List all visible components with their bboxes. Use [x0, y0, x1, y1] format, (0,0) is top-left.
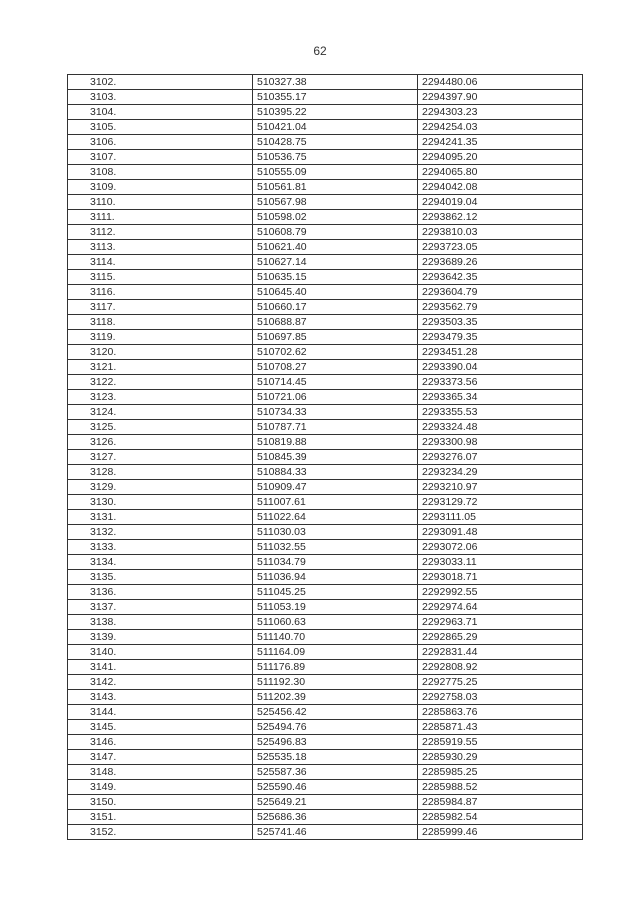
point-number-cell: 3142. — [68, 675, 253, 690]
table-row — [68, 375, 583, 390]
y-coordinate-cell: 2294397.90 — [418, 90, 583, 105]
x-coordinate-cell: 511140.70 — [253, 630, 418, 645]
y-coordinate-cell: 2294095.20 — [418, 150, 583, 165]
x-coordinate-cell: 510621.40 — [253, 240, 418, 255]
point-number-cell: 3112. — [68, 225, 253, 240]
y-coordinate-cell: 2285863.76 — [418, 705, 583, 720]
x-coordinate-cell: 510697.85 — [253, 330, 418, 345]
x-coordinate-cell: 510708.27 — [253, 360, 418, 375]
point-number-cell: 3126. — [68, 435, 253, 450]
y-coordinate-cell: 2293072.06 — [418, 540, 583, 555]
point-number-cell: 3103. — [68, 90, 253, 105]
table-row — [68, 105, 583, 120]
x-coordinate-cell: 510721.06 — [253, 390, 418, 405]
y-coordinate-cell: 2293300.98 — [418, 435, 583, 450]
y-coordinate-cell: 2292808.92 — [418, 660, 583, 675]
y-coordinate-cell: 2293390.04 — [418, 360, 583, 375]
x-coordinate-cell: 511032.55 — [253, 540, 418, 555]
table-row — [68, 285, 583, 300]
point-number-cell: 3139. — [68, 630, 253, 645]
point-number-cell: 3150. — [68, 795, 253, 810]
x-coordinate-cell: 510734.33 — [253, 405, 418, 420]
x-coordinate-cell: 510555.09 — [253, 165, 418, 180]
y-coordinate-cell: 2294019.04 — [418, 195, 583, 210]
point-number-cell: 3129. — [68, 480, 253, 495]
table-row — [68, 705, 583, 720]
y-coordinate-cell: 2293033.11 — [418, 555, 583, 570]
point-number-cell: 3125. — [68, 420, 253, 435]
y-coordinate-cell: 2293111.05 — [418, 510, 583, 525]
x-coordinate-cell: 511053.19 — [253, 600, 418, 615]
y-coordinate-cell: 2285999.46 — [418, 825, 583, 840]
table-row — [68, 810, 583, 825]
point-number-cell: 3144. — [68, 705, 253, 720]
point-number-cell: 3107. — [68, 150, 253, 165]
point-number-cell: 3113. — [68, 240, 253, 255]
table-row — [68, 195, 583, 210]
coordinates-table — [67, 74, 583, 840]
x-coordinate-cell: 510327.38 — [253, 75, 418, 90]
table-row — [68, 165, 583, 180]
point-number-cell: 3136. — [68, 585, 253, 600]
y-coordinate-cell: 2293091.48 — [418, 525, 583, 540]
table-row — [68, 270, 583, 285]
y-coordinate-cell: 2292992.55 — [418, 585, 583, 600]
x-coordinate-cell: 511034.79 — [253, 555, 418, 570]
table-row — [68, 330, 583, 345]
y-coordinate-cell: 2293503.35 — [418, 315, 583, 330]
table-row — [68, 90, 583, 105]
point-number-cell: 3119. — [68, 330, 253, 345]
table-row — [68, 495, 583, 510]
table-row — [68, 135, 583, 150]
y-coordinate-cell: 2293451.28 — [418, 345, 583, 360]
table-row — [68, 150, 583, 165]
x-coordinate-cell: 525741.46 — [253, 825, 418, 840]
point-number-cell: 3149. — [68, 780, 253, 795]
table-row — [68, 120, 583, 135]
point-number-cell: 3137. — [68, 600, 253, 615]
table-row — [68, 420, 583, 435]
x-coordinate-cell: 511176.89 — [253, 660, 418, 675]
x-coordinate-cell: 510660.17 — [253, 300, 418, 315]
point-number-cell: 3147. — [68, 750, 253, 765]
y-coordinate-cell: 2294254.03 — [418, 120, 583, 135]
point-number-cell: 3133. — [68, 540, 253, 555]
table-row — [68, 825, 583, 840]
x-coordinate-cell: 510845.39 — [253, 450, 418, 465]
point-number-cell: 3108. — [68, 165, 253, 180]
table-row — [68, 525, 583, 540]
table-row — [68, 720, 583, 735]
x-coordinate-cell: 525649.21 — [253, 795, 418, 810]
point-number-cell: 3106. — [68, 135, 253, 150]
table-row — [68, 345, 583, 360]
y-coordinate-cell: 2293276.07 — [418, 450, 583, 465]
table-row — [68, 735, 583, 750]
x-coordinate-cell: 510645.40 — [253, 285, 418, 300]
table-row — [68, 225, 583, 240]
y-coordinate-cell: 2294042.08 — [418, 180, 583, 195]
y-coordinate-cell: 2292963.71 — [418, 615, 583, 630]
table-row — [68, 300, 583, 315]
table-row — [68, 660, 583, 675]
x-coordinate-cell: 510395.22 — [253, 105, 418, 120]
x-coordinate-cell: 510635.15 — [253, 270, 418, 285]
x-coordinate-cell: 510688.87 — [253, 315, 418, 330]
y-coordinate-cell: 2285985.25 — [418, 765, 583, 780]
table-row — [68, 570, 583, 585]
point-number-cell: 3138. — [68, 615, 253, 630]
table-row — [68, 600, 583, 615]
table-row — [68, 750, 583, 765]
x-coordinate-cell: 525494.76 — [253, 720, 418, 735]
point-number-cell: 3120. — [68, 345, 253, 360]
x-coordinate-cell: 510355.17 — [253, 90, 418, 105]
table-row — [68, 240, 583, 255]
table-row — [68, 645, 583, 660]
y-coordinate-cell: 2292775.25 — [418, 675, 583, 690]
table-row — [68, 510, 583, 525]
x-coordinate-cell: 510787.71 — [253, 420, 418, 435]
y-coordinate-cell: 2292974.64 — [418, 600, 583, 615]
y-coordinate-cell: 2293018.71 — [418, 570, 583, 585]
table-row — [68, 450, 583, 465]
y-coordinate-cell: 2293723.05 — [418, 240, 583, 255]
x-coordinate-cell: 510561.81 — [253, 180, 418, 195]
table-row — [68, 315, 583, 330]
point-number-cell: 3109. — [68, 180, 253, 195]
y-coordinate-cell: 2293324.48 — [418, 420, 583, 435]
y-coordinate-cell: 2293365.34 — [418, 390, 583, 405]
point-number-cell: 3116. — [68, 285, 253, 300]
x-coordinate-cell: 525686.36 — [253, 810, 418, 825]
point-number-cell: 3121. — [68, 360, 253, 375]
table-row — [68, 210, 583, 225]
point-number-cell: 3127. — [68, 450, 253, 465]
y-coordinate-cell: 2293862.12 — [418, 210, 583, 225]
y-coordinate-cell: 2293810.03 — [418, 225, 583, 240]
table-row — [68, 585, 583, 600]
y-coordinate-cell: 2294303.23 — [418, 105, 583, 120]
point-number-cell: 3115. — [68, 270, 253, 285]
x-coordinate-cell: 525587.36 — [253, 765, 418, 780]
table-row — [68, 675, 583, 690]
point-number-cell: 3102. — [68, 75, 253, 90]
y-coordinate-cell: 2285988.52 — [418, 780, 583, 795]
table-row — [68, 435, 583, 450]
y-coordinate-cell: 2285871.43 — [418, 720, 583, 735]
y-coordinate-cell: 2293210.97 — [418, 480, 583, 495]
x-coordinate-cell: 511030.03 — [253, 525, 418, 540]
y-coordinate-cell: 2293479.35 — [418, 330, 583, 345]
point-number-cell: 3130. — [68, 495, 253, 510]
x-coordinate-cell: 510608.79 — [253, 225, 418, 240]
x-coordinate-cell: 525456.42 — [253, 705, 418, 720]
point-number-cell: 3132. — [68, 525, 253, 540]
x-coordinate-cell: 511007.61 — [253, 495, 418, 510]
point-number-cell: 3143. — [68, 690, 253, 705]
x-coordinate-cell: 510714.45 — [253, 375, 418, 390]
y-coordinate-cell: 2293642.35 — [418, 270, 583, 285]
table-row — [68, 390, 583, 405]
x-coordinate-cell: 511164.09 — [253, 645, 418, 660]
x-coordinate-cell: 510428.75 — [253, 135, 418, 150]
x-coordinate-cell: 511060.63 — [253, 615, 418, 630]
y-coordinate-cell: 2294241.35 — [418, 135, 583, 150]
x-coordinate-cell: 510627.14 — [253, 255, 418, 270]
table-row — [68, 630, 583, 645]
table-row — [68, 480, 583, 495]
x-coordinate-cell: 510567.98 — [253, 195, 418, 210]
coordinates-table-body — [68, 75, 583, 840]
y-coordinate-cell: 2293355.53 — [418, 405, 583, 420]
point-number-cell: 3117. — [68, 300, 253, 315]
x-coordinate-cell: 510702.62 — [253, 345, 418, 360]
y-coordinate-cell: 2293562.79 — [418, 300, 583, 315]
table-row — [68, 405, 583, 420]
point-number-cell: 3146. — [68, 735, 253, 750]
point-number-cell: 3122. — [68, 375, 253, 390]
y-coordinate-cell: 2293689.26 — [418, 255, 583, 270]
point-number-cell: 3152. — [68, 825, 253, 840]
point-number-cell: 3111. — [68, 210, 253, 225]
table-row — [68, 360, 583, 375]
table-row — [68, 765, 583, 780]
point-number-cell: 3128. — [68, 465, 253, 480]
x-coordinate-cell: 525590.46 — [253, 780, 418, 795]
y-coordinate-cell: 2292831.44 — [418, 645, 583, 660]
table-row — [68, 690, 583, 705]
x-coordinate-cell: 511202.39 — [253, 690, 418, 705]
point-number-cell: 3114. — [68, 255, 253, 270]
point-number-cell: 3110. — [68, 195, 253, 210]
table-row — [68, 795, 583, 810]
table-row — [68, 540, 583, 555]
y-coordinate-cell: 2285930.29 — [418, 750, 583, 765]
y-coordinate-cell: 2293373.56 — [418, 375, 583, 390]
point-number-cell: 3145. — [68, 720, 253, 735]
x-coordinate-cell: 510536.75 — [253, 150, 418, 165]
point-number-cell: 3123. — [68, 390, 253, 405]
point-number-cell: 3141. — [68, 660, 253, 675]
table-row — [68, 255, 583, 270]
table-row — [68, 180, 583, 195]
y-coordinate-cell: 2294065.80 — [418, 165, 583, 180]
y-coordinate-cell: 2293234.29 — [418, 465, 583, 480]
x-coordinate-cell: 511022.64 — [253, 510, 418, 525]
point-number-cell: 3105. — [68, 120, 253, 135]
x-coordinate-cell: 510421.04 — [253, 120, 418, 135]
page-number: 62 — [313, 44, 327, 58]
x-coordinate-cell: 510819.88 — [253, 435, 418, 450]
x-coordinate-cell: 525535.18 — [253, 750, 418, 765]
y-coordinate-cell: 2293129.72 — [418, 495, 583, 510]
y-coordinate-cell: 2285919.55 — [418, 735, 583, 750]
point-number-cell: 3104. — [68, 105, 253, 120]
y-coordinate-cell: 2285984.87 — [418, 795, 583, 810]
point-number-cell: 3131. — [68, 510, 253, 525]
y-coordinate-cell: 2292865.29 — [418, 630, 583, 645]
table-row — [68, 615, 583, 630]
y-coordinate-cell: 2294480.06 — [418, 75, 583, 90]
table-row — [68, 75, 583, 90]
point-number-cell: 3135. — [68, 570, 253, 585]
point-number-cell: 3148. — [68, 765, 253, 780]
table-row — [68, 780, 583, 795]
point-number-cell: 3134. — [68, 555, 253, 570]
table-row — [68, 465, 583, 480]
x-coordinate-cell: 511045.25 — [253, 585, 418, 600]
x-coordinate-cell: 510598.02 — [253, 210, 418, 225]
x-coordinate-cell: 510909.47 — [253, 480, 418, 495]
x-coordinate-cell: 525496.83 — [253, 735, 418, 750]
point-number-cell: 3118. — [68, 315, 253, 330]
x-coordinate-cell: 511036.94 — [253, 570, 418, 585]
y-coordinate-cell: 2285982.54 — [418, 810, 583, 825]
table-row — [68, 555, 583, 570]
x-coordinate-cell: 510884.33 — [253, 465, 418, 480]
x-coordinate-cell: 511192.30 — [253, 675, 418, 690]
y-coordinate-cell: 2293604.79 — [418, 285, 583, 300]
point-number-cell: 3151. — [68, 810, 253, 825]
y-coordinate-cell: 2292758.03 — [418, 690, 583, 705]
point-number-cell: 3140. — [68, 645, 253, 660]
point-number-cell: 3124. — [68, 405, 253, 420]
